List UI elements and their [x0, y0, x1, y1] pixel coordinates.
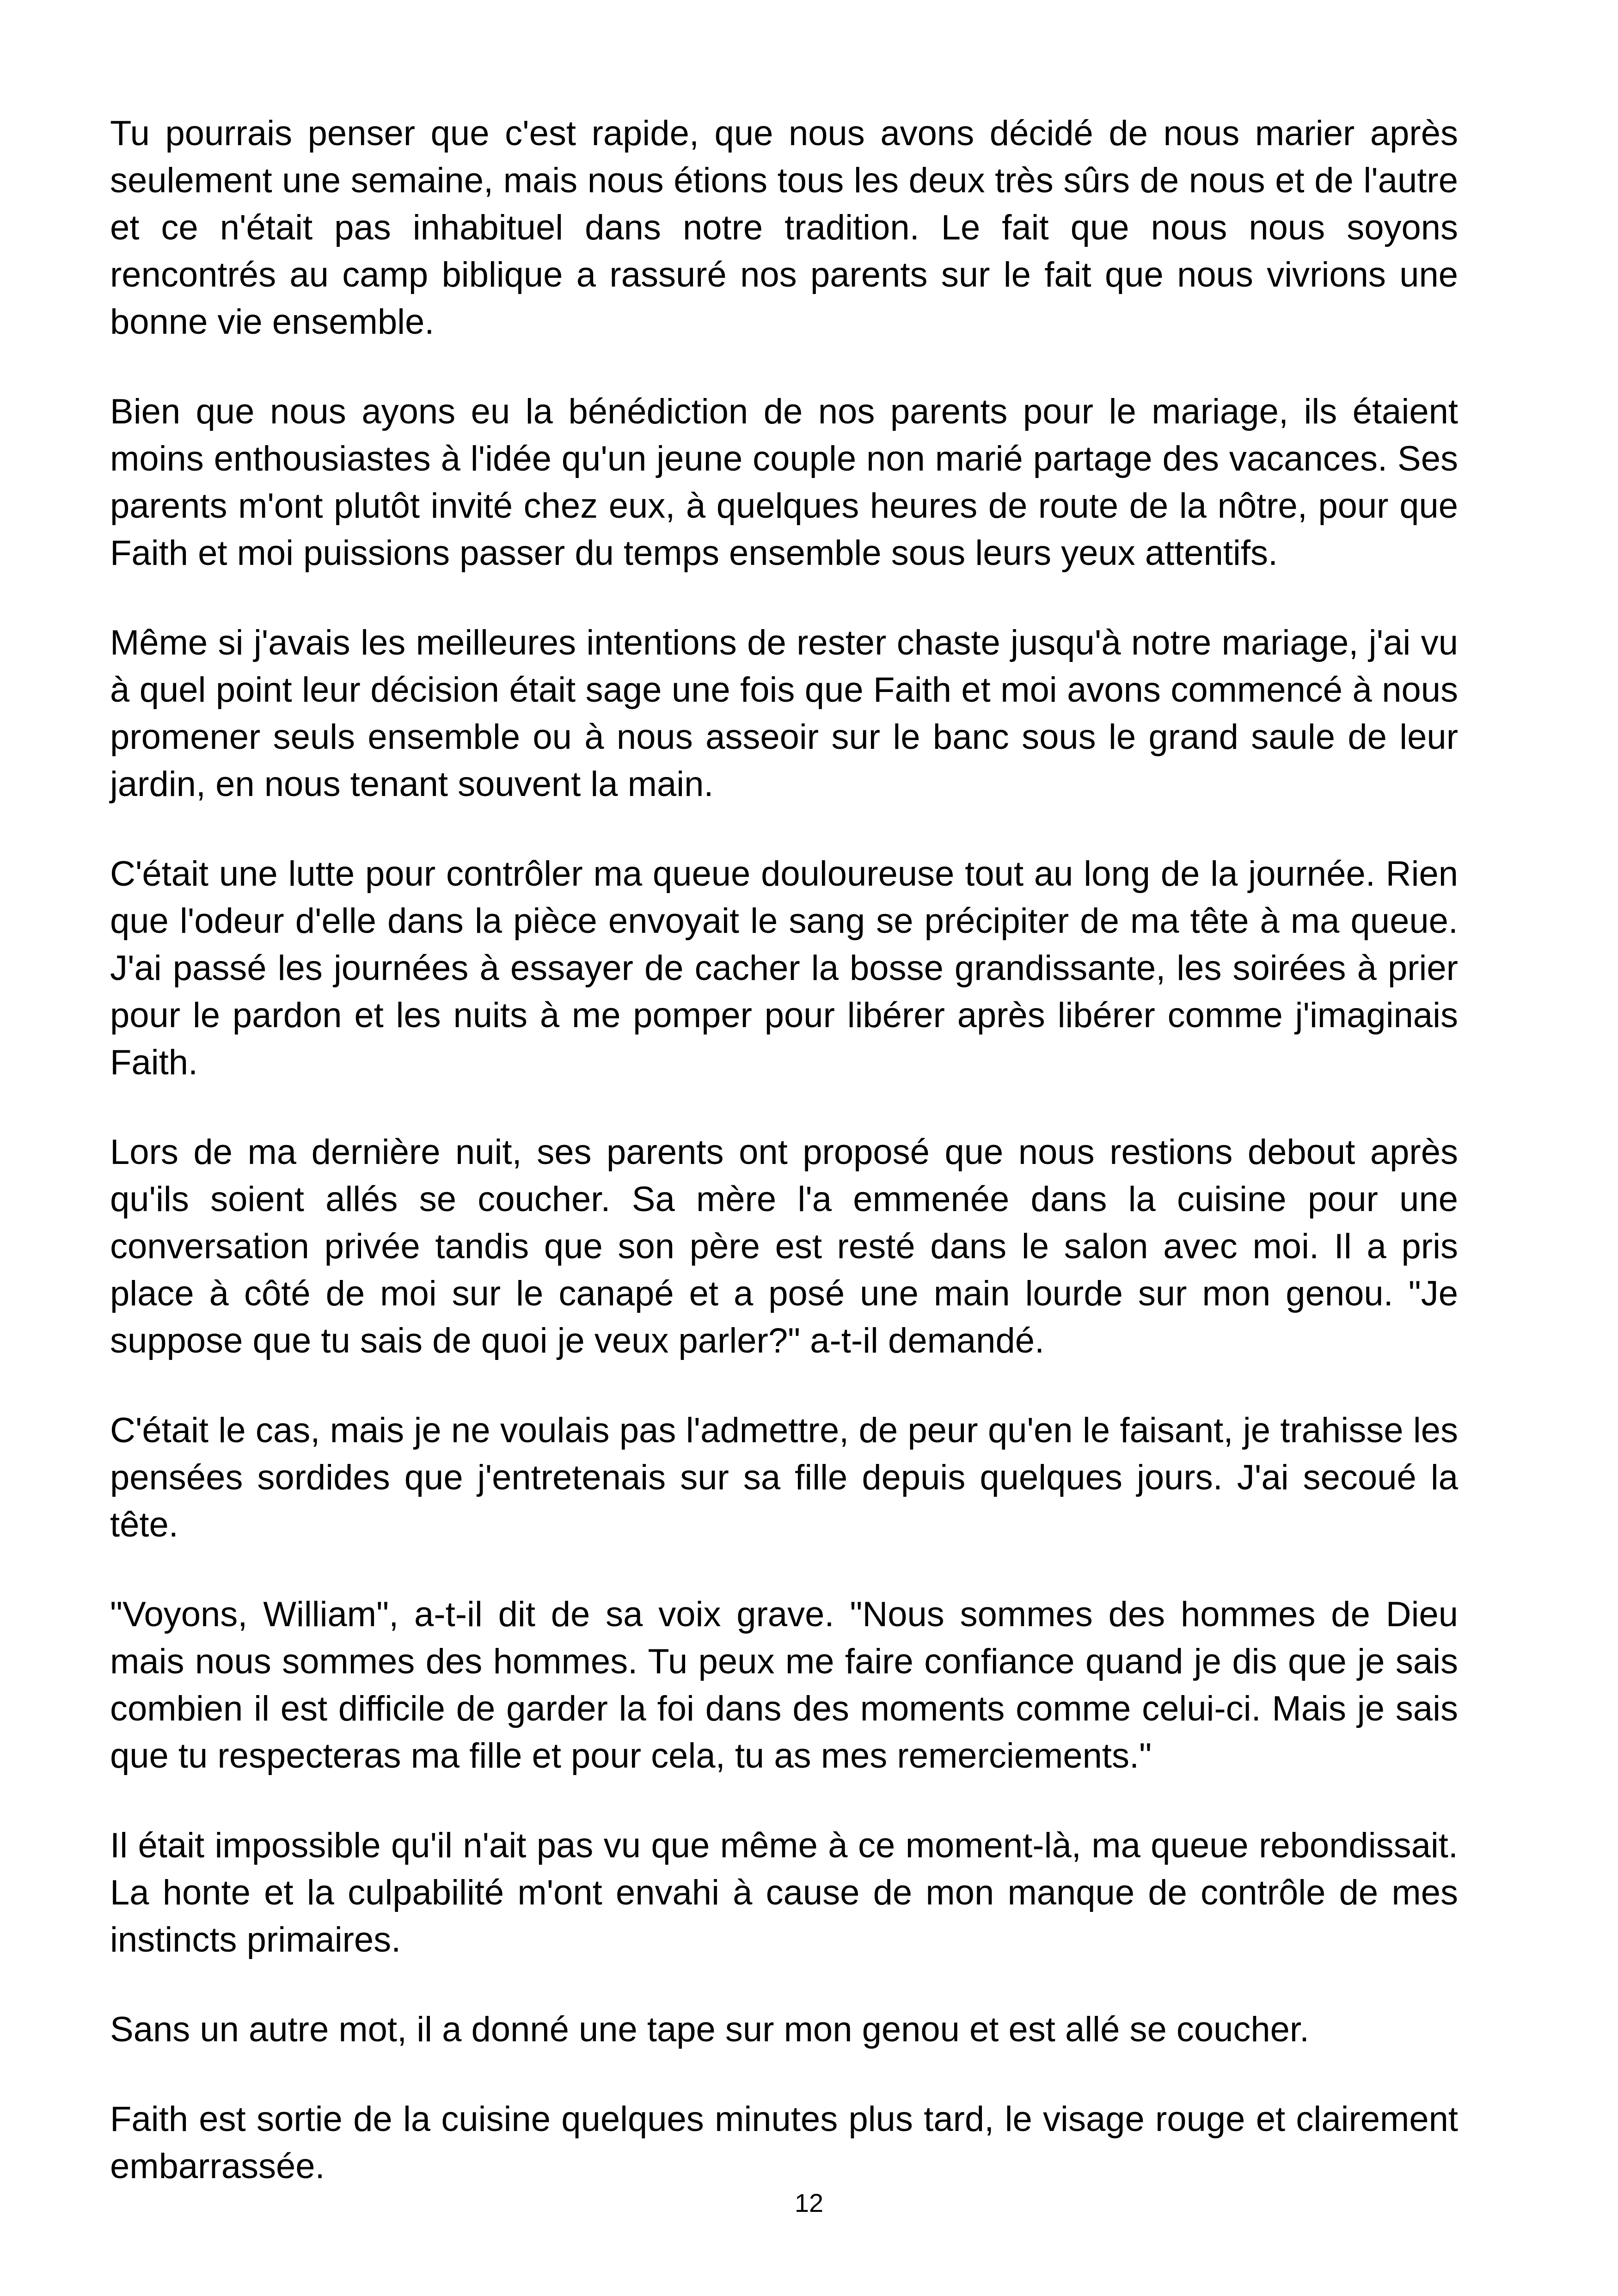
- paragraph: Bien que nous ayons eu la bénédiction de nos parents pour le mariage, ils étaient moins enthousiastes à l'idée qu'un jeune couple non marié partage des vacances. Ses parents m'ont plutôt invité chez eux, à quelques heures de route de la nôtre, pour que Faith et moi puissions passer du temps ensemble sous leurs yeux attentifs.: [110, 392, 1458, 573]
- paragraph: C'était le cas, mais je ne voulais pas l'admettre, de peur qu'en le faisant, je trahisse les pensées sordides que j'entretenais sur sa fille depuis quelques jours. J'ai secoué la tête.: [110, 1411, 1458, 1544]
- page-number: 12: [794, 2188, 824, 2217]
- paragraph: Faith est sortie de la cuisine quelques minutes plus tard, le visage rouge et clairement embarrassée.: [110, 2100, 1458, 2186]
- paragraph: "Voyons, William", a-t-il dit de sa voix grave. "Nous sommes des hommes de Dieu mais nous sommes des hommes. Tu peux me faire confiance quand je dis que je sais combien il est difficile de garder la foi dans des moments comme celui-ci. Mais je sais que tu respecteras ma fille et pour cela, tu as mes remerciements.": [110, 1595, 1458, 1776]
- paragraph: Il était impossible qu'il n'ait pas vu que même à ce moment-là, ma queue rebondissait. La honte et la culpabilité m'ont envahi à cause de mon manque de contrôle de mes instincts primaires.: [110, 1826, 1458, 1959]
- paragraph: Sans un autre mot, il a donné une tape sur mon genou et est allé se coucher.: [110, 2010, 1310, 2049]
- paragraph: C'était une lutte pour contrôler ma queue douloureuse tout au long de la journée. Rien que l'odeur d'elle dans la pièce envoyait le sang se précipiter de ma tête à ma queue. J'ai passé les journées à essayer de cacher la bosse grandissante, les soirées à prier pour le pardon et les nuits à me pomper pour libérer après libérer comme j'imaginais Faith.: [110, 854, 1458, 1082]
- paragraph: Tu pourrais penser que c'est rapide, que nous avons décidé de nous marier après seulement une semaine, mais nous étions tous les deux très sûrs de nous et de l'autre et ce n'était pas inhabituel dans notre tradition. Le fait que nous nous soyons rencontrés au camp biblique a rassuré nos parents sur le fait que nous vivrions une bonne vie ensemble.: [110, 114, 1458, 342]
- text-body: [110, 110, 1458, 2233]
- paragraph: Lors de ma dernière nuit, ses parents ont proposé que nous restions debout après qu'ils soient allés se coucher. Sa mère l'a emmenée dans la cuisine pour une conversation privée tandis que son père est resté dans le salon avec moi. Il a pris place à côté de moi sur le canapé et a posé une main lourde sur mon genou. "Je suppose que tu sais de quoi je veux parler?" a-t-il demandé.: [110, 1133, 1458, 1360]
- paragraph: Même si j'avais les meilleures intentions de rester chaste jusqu'à notre mariage, j'ai vu à quel point leur décision était sage une fois que Faith et moi avons commencé à nous promener seuls ensemble ou à nous asseoir sur le banc sous le grand saule de leur jardin, en nous tenant souvent la main.: [110, 623, 1458, 804]
